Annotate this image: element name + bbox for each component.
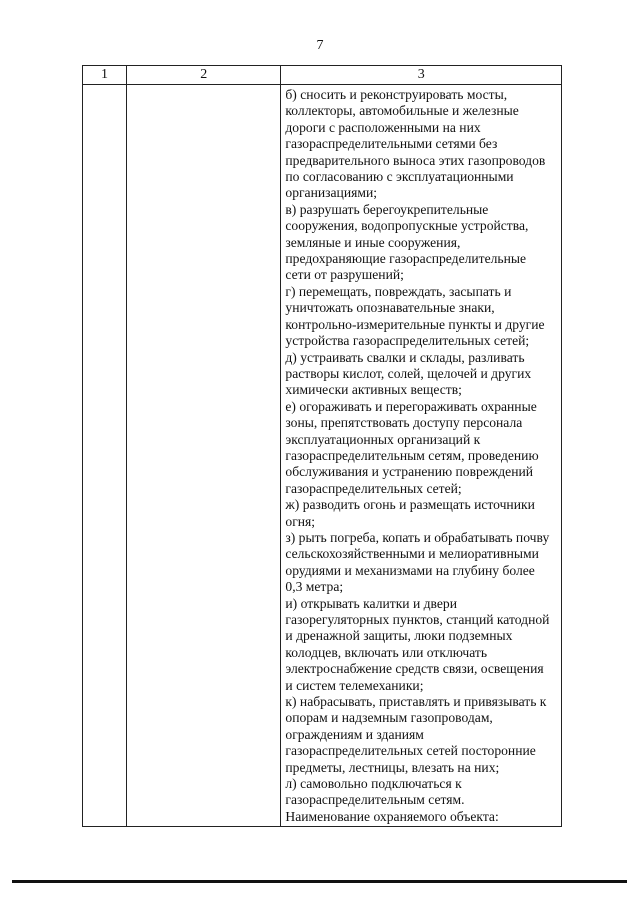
text-line: земляные и иные сооружения, [285, 234, 461, 250]
text-line: газораспределительных сетей посторонние [285, 743, 536, 759]
text-line: колодцев, включать или отключать [285, 644, 488, 660]
text-line: обслуживания и устранению повреждений [285, 464, 534, 480]
column-header-2: 2 [127, 66, 281, 85]
column-header-1: 1 [83, 66, 127, 85]
restrictions-text [285, 87, 557, 825]
page-number: 7 [316, 38, 324, 53]
text-line: л) самовольно подключаться к [285, 776, 462, 792]
cell-column-2 [127, 85, 281, 827]
text-line: по согласованию с эксплуатационными [285, 169, 514, 185]
text-line: газораспределительных сетей; [285, 480, 462, 496]
text-line: г) перемещать, повреждать, засыпать и [285, 283, 512, 299]
text-line: Наименование охраняемого объекта: [285, 808, 499, 824]
text-line: предварительного выноса этих газопроводов [285, 152, 546, 168]
cell-column-1 [83, 85, 127, 827]
text-line: д) устраивать свалки и склады, разливать [285, 349, 525, 365]
column-header-3: 3 [281, 66, 562, 85]
text-line: е) огораживать и перегораживать охранные [285, 398, 537, 414]
text-line: сети от разрушений; [285, 267, 404, 283]
text-line: коллекторы, автомобильные и железные [285, 103, 519, 119]
text-line: эксплуатационных организаций к [285, 431, 481, 447]
text-line: газораспределительным сетям, проведению [285, 447, 539, 463]
text-line: сельскохозяйственными и мелиоративными [285, 546, 539, 562]
text-line: и дренажной защиты, люки подземных [285, 628, 513, 644]
text-line: и) открывать калитки и двери [285, 595, 458, 611]
text-line: предохраняющие газораспределительные [285, 251, 527, 267]
text-line: химически активных веществ; [285, 382, 462, 398]
text-line: предметы, лестницы, влезать на них; [285, 759, 500, 775]
text-line: газораспределительными сетями без [285, 136, 498, 152]
text-line: в) разрушать берегоукрепительные [285, 201, 489, 217]
text-line: и систем телемеханики; [285, 677, 424, 693]
text-line: газораспределительным сетям. [285, 792, 465, 808]
text-line: растворы кислот, солей, щелочей и других [285, 365, 532, 381]
bottom-rule [12, 880, 627, 883]
text-line: газорегуляторных пунктов, станций катодной [285, 612, 550, 627]
text-line: з) рыть погреба, копать и обрабатывать почву [285, 529, 550, 545]
text-line: зоны, препятствовать доступу персонала [285, 415, 523, 431]
text-line: сооружения, водопропускные устройства, [285, 218, 529, 234]
text-line: ж) разводить огонь и размещать источники [285, 497, 535, 513]
text-line: дороги с расположенными на них [285, 119, 481, 135]
text-line: 0,3 метра; [285, 579, 344, 595]
text-line: огня; [285, 513, 316, 529]
text-line: к) набрасывать, приставлять и привязывать к [285, 694, 547, 710]
text-line: организациями; [285, 185, 378, 201]
text-line: опорам и надземным газопроводам, [285, 710, 493, 726]
text-line: контрольно-измерительные пункты и другие [285, 316, 545, 332]
table-header-row [83, 66, 562, 85]
cell-column-3 [281, 85, 562, 827]
text-line: уничтожать опознавательные знаки, [285, 300, 495, 316]
text-line: орудиями и механизмами на глубину более [285, 562, 535, 578]
content-table [82, 65, 562, 827]
text-line: электроснабжение средств связи, освещения [285, 661, 544, 677]
text-line: устройства газораспределительных сетей; [285, 333, 530, 349]
text-line: ограждениям и зданиям [285, 726, 424, 742]
text-line: б) сносить и реконструировать мосты, [285, 87, 508, 102]
table-row [83, 85, 562, 827]
